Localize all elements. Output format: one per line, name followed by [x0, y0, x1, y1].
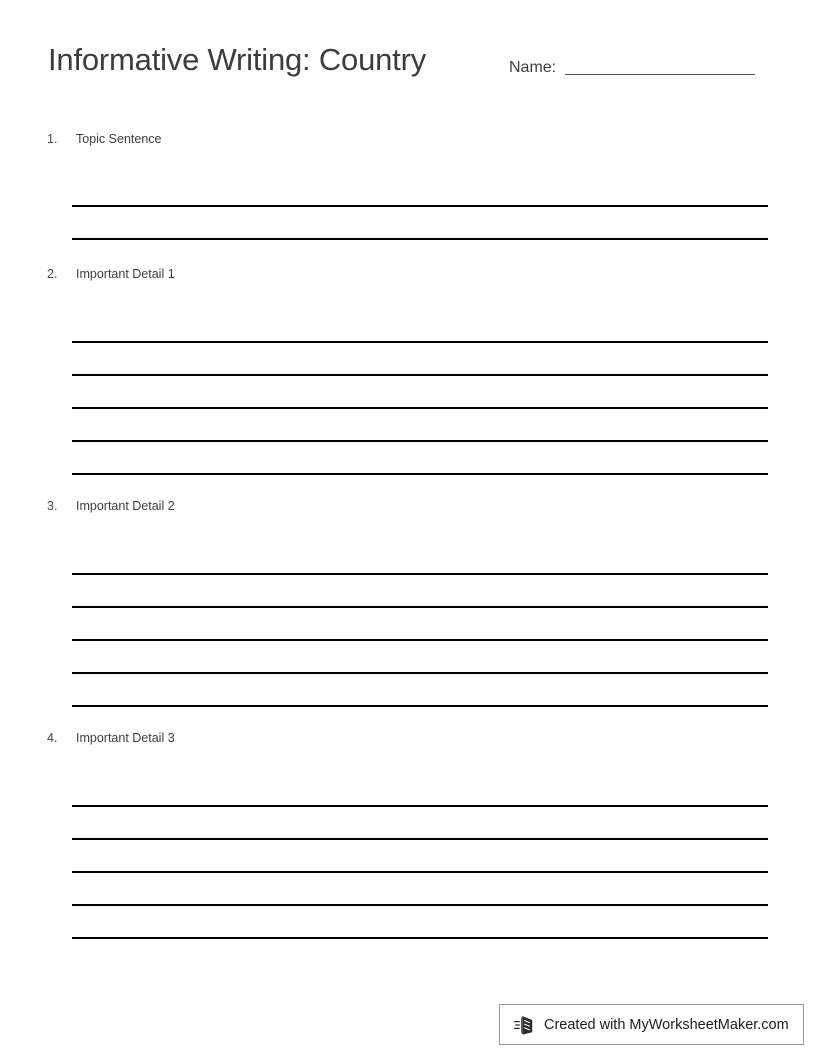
writing-line[interactable] [72, 674, 768, 707]
section-number: 2. [47, 267, 58, 281]
page-title: Informative Writing: Country [48, 42, 427, 77]
writing-line[interactable] [72, 873, 768, 906]
section-label: Important Detail 2 [76, 499, 175, 513]
writing-line[interactable] [72, 343, 768, 376]
writing-lines [72, 310, 768, 475]
name-input-rule[interactable] [565, 74, 755, 75]
writing-line[interactable] [72, 807, 768, 840]
name-label: Name: [509, 59, 557, 76]
writing-line[interactable] [72, 310, 768, 343]
writing-line[interactable] [72, 542, 768, 575]
worksheet-section [0, 266, 816, 475]
writing-line[interactable] [72, 376, 768, 409]
worksheet-section [0, 131, 816, 240]
created-with-label: Created with MyWorksheetMaker.com [544, 1016, 789, 1033]
worksheet-maker-logo-icon [513, 1013, 537, 1037]
writing-lines [72, 174, 768, 240]
section-heading [0, 131, 816, 155]
worksheet-sections [0, 131, 816, 939]
writing-line[interactable] [72, 774, 768, 807]
section-label: Important Detail 1 [76, 267, 175, 281]
writing-line[interactable] [72, 608, 768, 641]
section-heading [0, 498, 816, 522]
created-with-badge[interactable] [499, 1004, 804, 1045]
worksheet-section [0, 730, 816, 939]
section-heading [0, 266, 816, 290]
worksheet-section [0, 498, 816, 707]
writing-line[interactable] [72, 442, 768, 475]
writing-line[interactable] [72, 409, 768, 442]
writing-lines [72, 542, 768, 707]
writing-line[interactable] [72, 641, 768, 674]
writing-line[interactable] [72, 207, 768, 240]
writing-line[interactable] [72, 575, 768, 608]
section-heading [0, 730, 816, 754]
section-number: 1. [47, 132, 58, 146]
section-label: Important Detail 3 [76, 731, 175, 745]
worksheet-header [0, 40, 816, 96]
writing-line[interactable] [72, 906, 768, 939]
writing-line[interactable] [72, 174, 768, 207]
name-field-group [509, 50, 755, 78]
section-number: 4. [47, 731, 58, 745]
writing-lines [72, 774, 768, 939]
writing-line[interactable] [72, 840, 768, 873]
section-number: 3. [47, 499, 58, 513]
section-label: Topic Sentence [76, 132, 162, 146]
